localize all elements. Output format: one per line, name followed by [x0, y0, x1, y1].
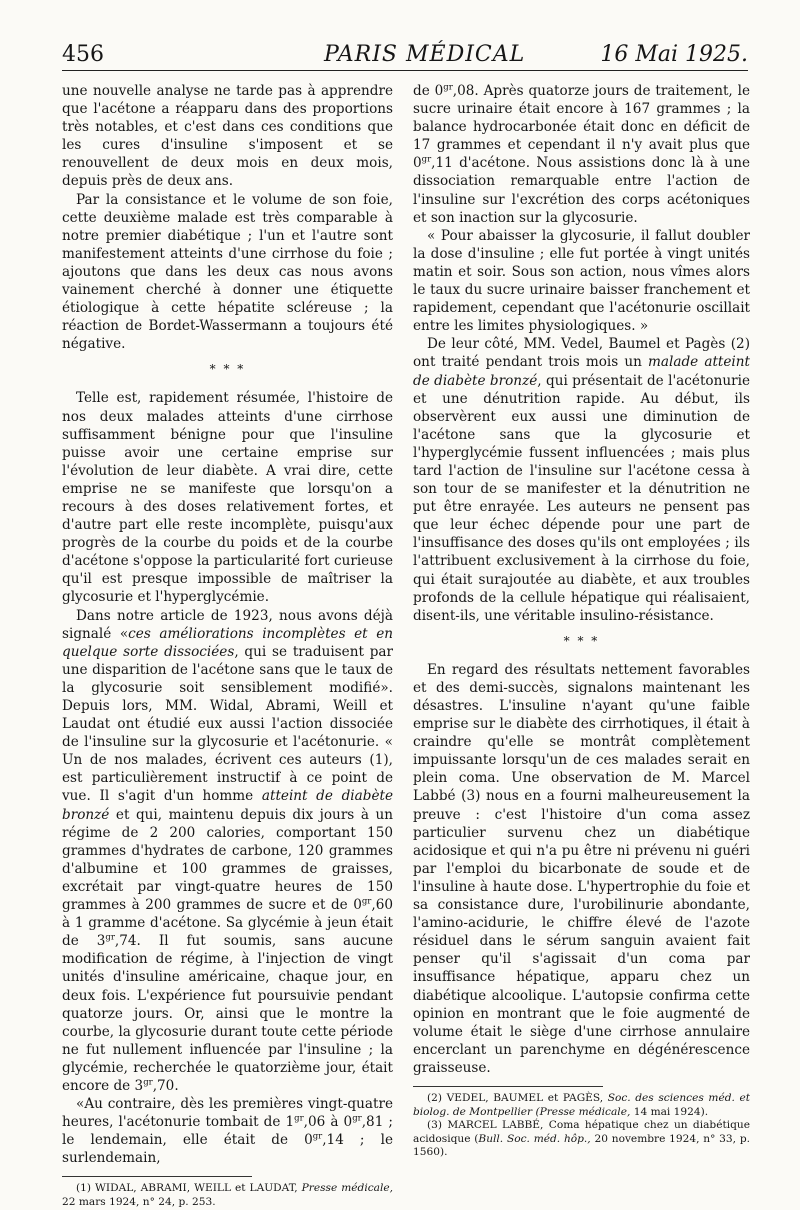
section-separator: * * * [563, 633, 600, 648]
journal-title: PARIS MÉDICAL [324, 42, 526, 67]
left-column [62, 82, 393, 1210]
paragraph: Dans notre article de 1923, nous avons déjà signalé «ces améliorations incomplètes et en quelque sorte dissociées, qui se traduisent par une disparition de l'acétone sans que le taux de la glycosurie soit sensiblement modifié». Depuis lors, MM. Widal, Abrami, Weill et Laudat ont étudié eux aussi l'action dissociée de l'insuline sur la glycosurie et l'acétonurie. « Un de nos malades, écrivent ces auteurs (1), est particulièrement instructif à ce point de vue. Il s'agit d'un homme atteint de diabète bronzé et qui, maintenu depuis dix jours à un régime de 2 200 calories, comportant 150 grammes d'hydrates de carbone, 120 grammes d'albumine et 100 grammes de graisses, excrétait par vingt-quatre heures de 150 grammes à 200 grammes de sucre et de $0^{gr},60$ à 1 gramme d'acétone. Sa glycémie à jeun était de $3^{gr},74$. Il fut soumis, sans aucune modification de régime, à l'injection de vingt unités d'insuline américaine, chaque jour, en deux fois. L'expérience fut poursuivie pendant quatorze jours. Or, ainsi que le montre la courbe, la glycosurie durant toute cette période ne fut nullement influencée par l'insuline ; la glycémie, recherchée le quatorzième jour, était encore de $3^{gr},70$. [62, 607, 394, 1094]
paragraph: de $0^{gr},08$. Après quatorze jours de traitement, le sucre urinaire était encore à 167 grammes ; la balance hydrocarbonée était donc en déficit de 17 grammes et cependant il n'y avait plus que $0^{gr},11$ d'acétone. Nous assistions donc là à une dissociation remarquable entre l'action de l'insuline sur l'excrétion des corps acétoniques et son inaction sur la glycosurie. [413, 82, 751, 226]
section-separator: * * * [209, 362, 246, 377]
paragraph: Telle est, rapidement résumée, l'histoire de nos deux malades atteints d'une cirrhose suffisamment bénigne pour que l'insuline puisse avoir une certaine emprise sur l'évolution de leur diabète. A vrai dire, cette emprise ne se manifeste que lorsqu'on a recours à des doses relativement fortes, et d'autre part elle reste incomplète, puisqu'aux progrès de la courbe du poids et de la courbe d'acétone s'oppose la particularité fort curieuse qu'il est presque impossible de maîtriser la glycosurie et l'hyperglycémie. [62, 390, 393, 606]
footnote: (1) WIDAL, ABRAMI, WEILL et LAUDAT, Presse médicale, 22 mars 1924, n° 24, p. 253. [62, 1182, 393, 1209]
page-header [62, 36, 748, 71]
page-number: 456 [62, 42, 104, 67]
paragraph: « Pour abaisser la glycosurie, il fallut doubler la dose d'insuline ; elle fut portée à vingt unités matin et soir. Sous son action, nous vîmes alors le taux du sucre urinaire baisser franchement et rapidement, cependant que l'acétonurie oscillait entre les limites physiologiques. » [413, 227, 750, 335]
paragraph: De leur côté, MM. Vedel, Baumel et Pagès (2) ont traité pendant trois mois un malade atteint de diabète bronzé, qui présentait de l'acétonurie et une dénutrition rapide. Au début, ils observèrent eux aussi une diminution de l'acétone sans que la glycosurie et l'hyperglycémie fussent influencées ; mais plus tard l'action de l'insuline sur l'acétone cessa à son tour de se manifester et la dénutrition ne put être enrayée. Les auteurs ne pensent pas que leur échec dépende pour une part de l'insuffisance des doses qu'ils ont employées ; ils l'attribuent exclusivement à la cirrhose du foie, qui était surajoutée au diabète, et aux troubles profonds de la cellule hépatique qui réalisaient, disent-ils, une véritable insulino-résistance. [413, 336, 750, 624]
footnote-divider [413, 1086, 603, 1087]
paragraph: une nouvelle analyse ne tarde pas à apprendre que l'acétone a réapparu dans des proportions très notables, et c'est dans ces conditions que les cures d'insuline s'imposent et se renouvellent de deux mois en deux mois, depuis près de deux ans. [62, 83, 393, 190]
paragraph: En regard des résultats nettement favorables et des demi-succès, signalons maintenant les désastres. L'insuline n'ayant qu'une faible emprise sur le diabète des cirrhotiques, il était à craindre qu'elle se montrât complètement impuissante lorsqu'un de ces malades serait en plein coma. Une observation de M. Marcel Labbé (3) nous en a fourni malheureusement la preuve : c'est l'histoire d'un coma assez particulier survenu chez un diabétique acidosique et qui n'a pu être ni prévenu ni guéri par l'emploi du bicarbonate de soude et de l'insuline à haute dose. L'hypertrophie du foie et sa consistance dure, l'urobilinurie abondante, l'amino-acidurie, le chiffre élevé de l'azote résiduel dans le sérum sanguin avaient fait penser qu'il s'agissait d'un coma par insuffisance hépatique, apparu chez un diabétique alcoolique. L'autopsie confirma cette opinion en montrant que le foie augmenté de volume était le siège d'une cirrhose annulaire encerclant un parenchyme en dégénérescence graisseuse. [413, 661, 750, 1076]
right-column [413, 82, 750, 1160]
issue-date: 16 Mai 1925. [600, 42, 748, 67]
footnote-divider [62, 1176, 252, 1177]
footnote: (2) VEDEL, BAUMEL et PAGÈS, Soc. des sciences méd. et biolog. de Montpellier (Presse médicale, 14 mai 1924). [413, 1091, 750, 1118]
paragraph: «Au contraire, dès les premières vingt-quatre heures, l'acétonurie tombait de $1^{gr},06$ à $0^{gr},81$ ; le lendemain, elle était de $0^{gr},14$ ; le surlendemain, [62, 1096, 393, 1167]
footnote: (3) MARCEL LABBÉ, Coma hépatique chez un diabétique acidosique (Bull. Soc. méd. hôp., 20 novembre 1924, n° 33, p. 1560). [413, 1119, 750, 1159]
paragraph: Par la consistance et le volume de son foie, cette deuxième malade est très comparable à notre premier diabétique ; l'un et l'autre sont manifestement atteints d'une cirrhose du foie ; ajoutons que dans les deux cas nous avons vainement cherché à donner une étiquette étiologique à cette hépatite scléreuse ; la réaction de Bordet-Wassermann a toujours été négative. [62, 191, 393, 353]
